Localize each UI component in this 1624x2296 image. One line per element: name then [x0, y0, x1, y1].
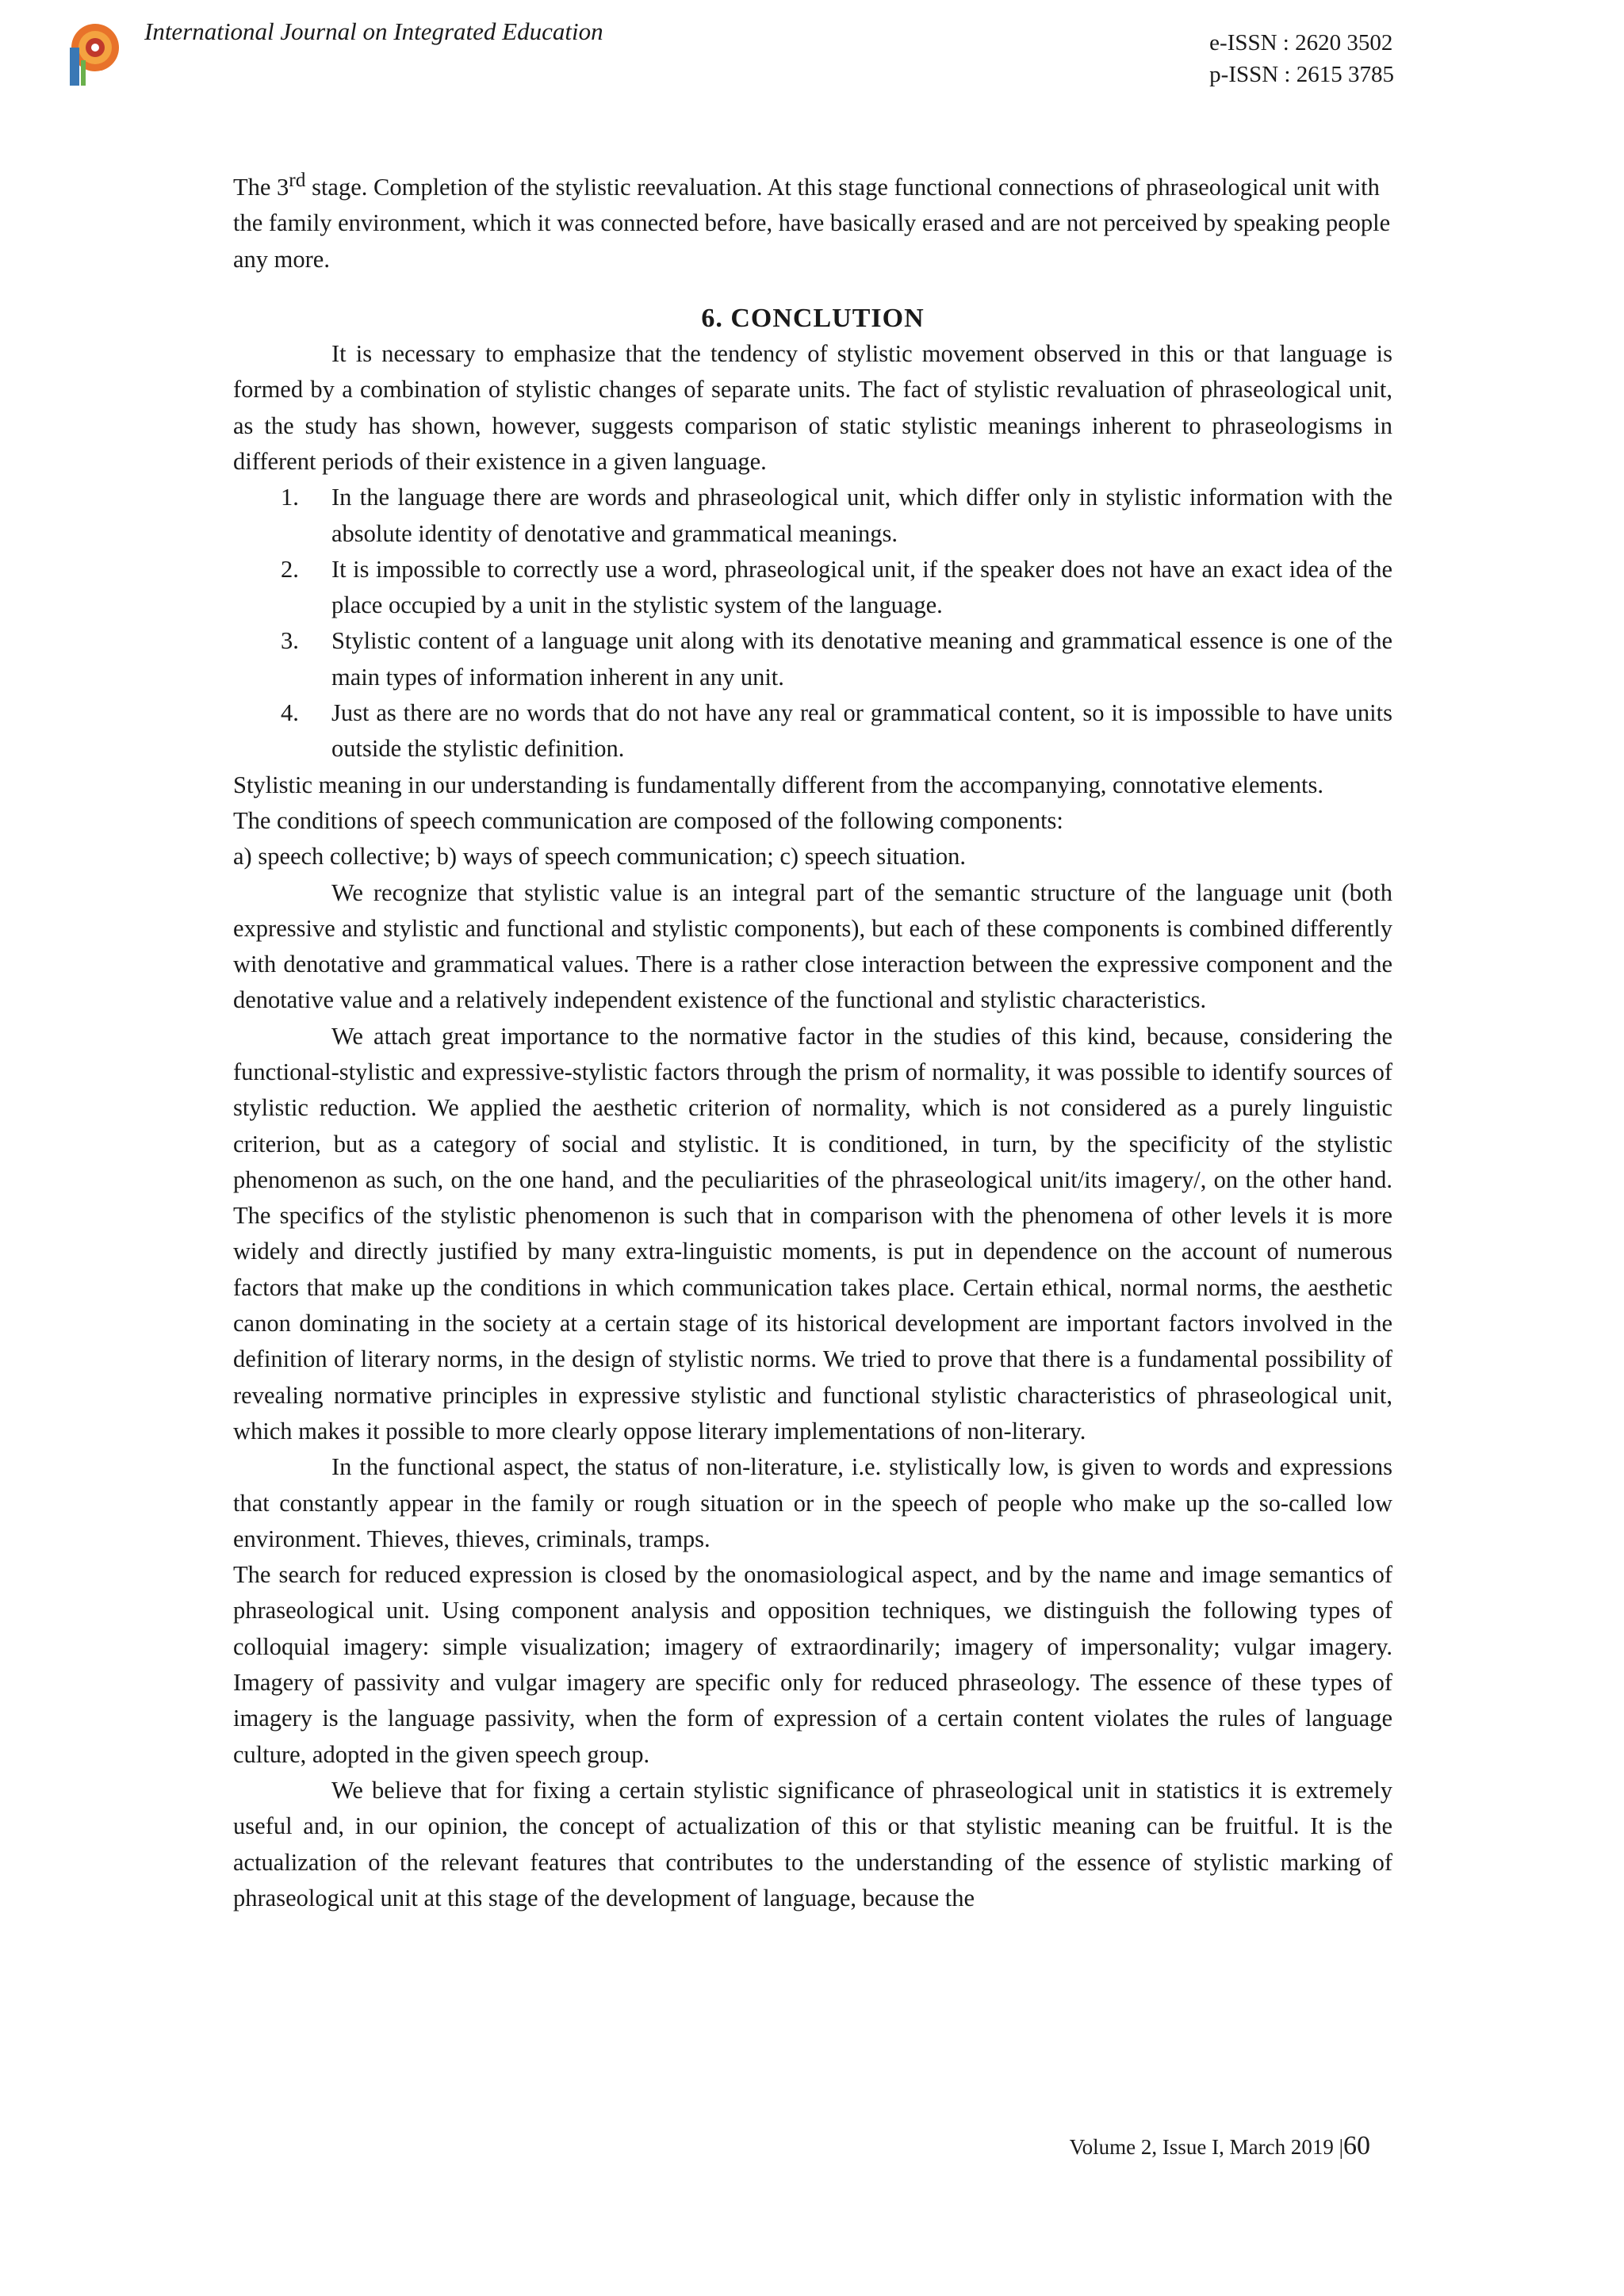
journal-logo: [67, 21, 127, 89]
list-number: 3.: [281, 627, 299, 655]
stage-superscript: rd: [289, 169, 306, 191]
eissn: e-ISSN : 2620 3502: [1209, 30, 1393, 55]
list-item: [233, 480, 1392, 552]
intro-paragraph: It is necessary to emphasize that the tendency of stylistic movement observed in this or that language is formed by a combination of stylistic changes of separate units. The fact of stylistic revaluation of phraseological unit, as the study has shown, however, suggests comparison of static stylistic meanings inherent to phraseologisms in different periods of their existence in a given language.: [233, 340, 1392, 475]
page-number: 60: [1343, 2131, 1370, 2160]
stage-3-paragraph: [233, 163, 1392, 277]
list-number: 1.: [281, 484, 299, 511]
list-text: It is impossible to correctly use a word, phraseological unit, if the speaker does not have an exact idea of the place occupied by a unit in the stylistic system of the language.: [331, 555, 1392, 619]
search-paragraph: The search for reduced expression is closed by the onomasiological aspect, and by the name and image semantics of phraseological unit. Using component analysis and opposition techniques, we distinguish the following types of colloquial imagery: simple visualization; imagery of extraordinarily; imagery of impersonality; vulgar imagery. Imagery of passivity and vulgar imagery are specific only for reduced phraseology. The essence of these types of imagery is the language passivity, when the form of expression of a certain content violates the rules of language culture, adopted in the given speech group.: [233, 1561, 1392, 1768]
recognize-paragraph: We recognize that stylistic value is an integral part of the semantic structure of the language unit (both expressive and stylistic and functional and stylistic components), but each of these components is combined differently with denotative and grammatical values. There is a rather close interaction between the expressive component and the denotative value and a relatively independent existence of the functional and stylistic characteristics.: [233, 878, 1392, 1014]
list-text: Stylistic content of a language unit along with its denotative meaning and grammatical essence is one of the main types of information inherent in any unit.: [331, 627, 1392, 691]
components-paragraph: a) speech collective; b) ways of speech communication; c) speech situation.: [233, 843, 966, 871]
conditions-paragraph: The conditions of speech communication are composed of the following components:: [233, 806, 1063, 834]
list-number: 4.: [281, 699, 299, 727]
issn-block: [1209, 27, 1394, 90]
stage-prefix: The 3: [233, 174, 289, 201]
conclusion-list: [233, 480, 1392, 767]
attach-paragraph: We attach great importance to the normative factor in the studies of this kind, because, considering the functional-stylistic and expressive-stylistic factors through the prism of normality, it was possible to identify sources of stylistic reduction. We applied the aesthetic criterion of normality, which is not considered as a purely linguistic criterion, but as a category of social and stylistic. It is conditioned, in turn, by the specificity of the stylistic phenomenon as such, on the one hand, and the peculiarities of the phraseological unit/its imagery/, on the other hand. The specifics of the stylistic phenomenon is such that in comparison with the phenomena of other levels it is more widely and directly justified by many extra-linguistic moments, is put in dependence on the account of numerous factors that make up the conditions in which communication takes place. Certain ethical, normal norms, the aesthetic canon dominating in the society at a certain stage of its historical development are important factors involved in the definition of literary norms, in the design of stylistic norms. We tried to prove that there is a fundamental possibility of revealing normative principles in expressive stylistic and functional stylistic characteristics of phraseological unit, which makes it possible to more clearly oppose literary implementations of non-literary.: [233, 1022, 1392, 1445]
pissn: p-ISSN : 2615 3785: [1209, 62, 1394, 87]
list-number: 2.: [281, 555, 299, 583]
page-footer: [1070, 2131, 1370, 2161]
believe-paragraph: We believe that for fixing a certain stylistic significance of phraseological unit in statistics it is extremely useful and, in our opinion, the concept of actualization of this or that stylistic meaning can be fruitful. It is the actualization of the relevant features that contributes to the understanding of the essence of stylistic marking of phraseological unit at this stage of the development of language, because the: [233, 1776, 1392, 1911]
list-text: In the language there are words and phraseological unit, which differ only in stylistic information with the absolute identity of denotative and grammatical meanings.: [331, 484, 1392, 547]
list-item: [233, 623, 1392, 695]
article-body: [233, 163, 1392, 1916]
stage-text: stage. Completion of the stylistic reevaluation. At this stage functional connections of phraseological unit with the family environment, which it was connected before, have basically erased and are not perceived by speaking people any more.: [233, 174, 1391, 273]
list-item: [233, 695, 1392, 767]
list-text: Just as there are no words that do not have any real or grammatical content, so it is impossible to have units outside the stylistic definition.: [331, 699, 1392, 763]
functional-paragraph: In the functional aspect, the status of non-literature, i.e. stylistically low, is given to words and expressions that constantly appear in the family or rough situation or in the speech of people who make up the so-called low environment. Thieves, thieves, criminals, tramps.: [233, 1453, 1392, 1552]
volume-info: Volume 2, Issue I, March 2019 |: [1069, 2135, 1343, 2159]
stylistic-meaning-paragraph: Stylistic meaning in our understanding is fundamentally different from the accompanying, connotative elements.: [233, 771, 1323, 798]
journal-title: International Journal on Integrated Education: [144, 17, 603, 45]
section-heading: 6. CONCLUTION: [701, 304, 925, 334]
list-item: [233, 552, 1392, 624]
